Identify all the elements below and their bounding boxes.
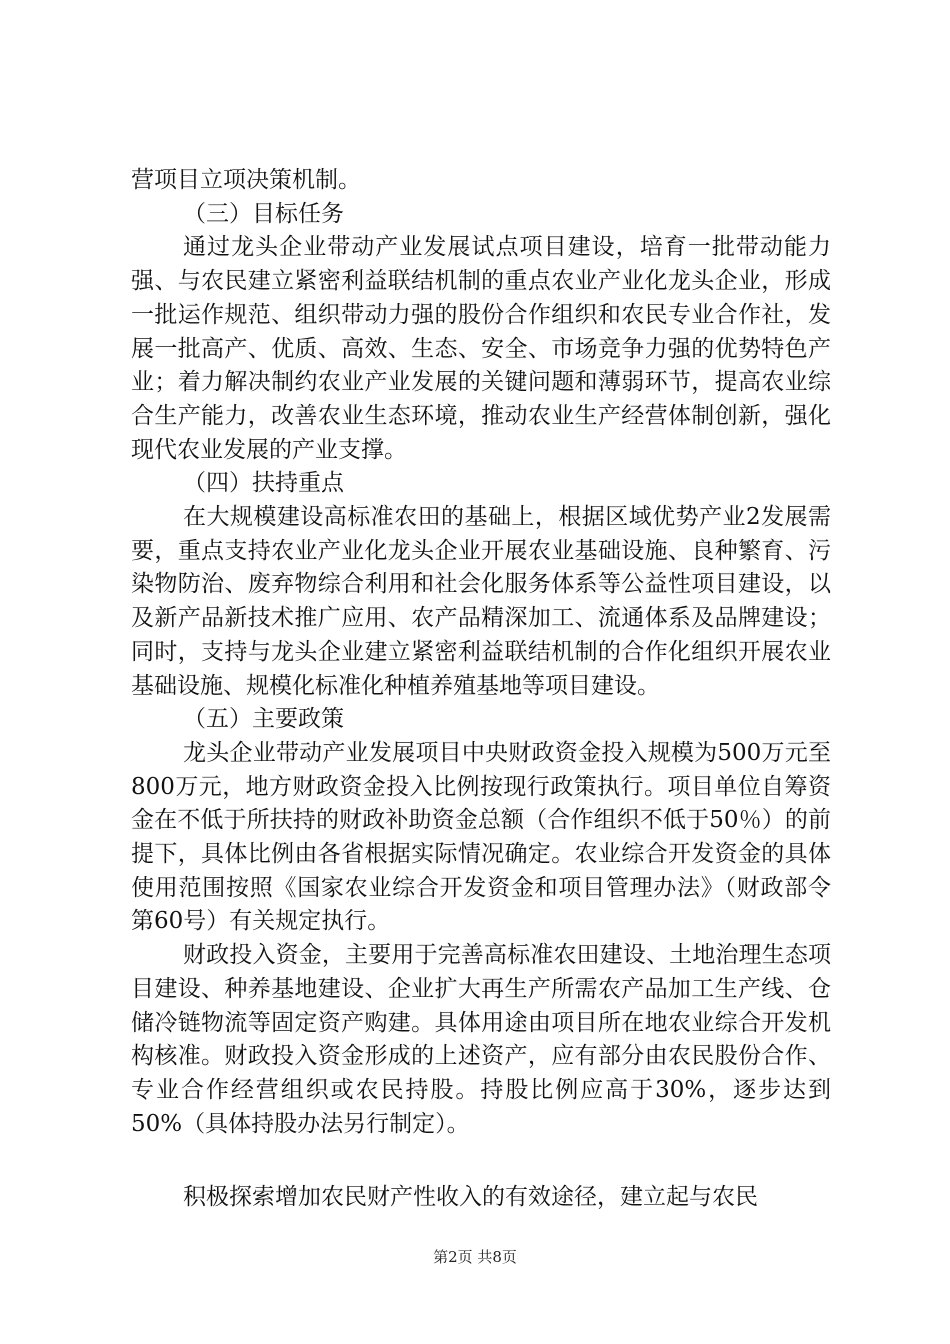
paragraph-policy-funding: 龙头企业带动产业发展项目中央财政资金投入规模为500万元至800万元，地方财政资金投入比例按现行政策执行。项目单位自筹资金在不低于所扶持的财政补助资金总额（合作组织不低于50％）的前提下，具体比例由各省根据实际情况确定。农业综合开发资金的具体使用范围按照《国家农业综合开发资金和项目管理办法》（财政部令第60号）有关规定执行。 bbox=[131, 739, 831, 935]
page-footer bbox=[0, 1247, 950, 1267]
paragraph-income: 积极探索增加农民财产性收入的有效途径，建立起与农民 bbox=[183, 1184, 758, 1211]
section-heading-3: （三）目标任务 bbox=[183, 200, 344, 227]
document-body bbox=[131, 164, 831, 1215]
paragraph-policy-usage: 财政投入资金，主要用于完善高标准农田建设、土地治理生态项目建设、种养基地建设、企业扩大再生产所需农产品加工生产线、仓储冷链物流等固定资产购建。具体用途由项目所在地农业综合开发机构核准。财政投入资金形成的上述资产，应有部分由农民股份合作、专业合作经营组织或农民持股。持股比例应高于30%，逐步达到50%（具体持股办法另行制定）。 bbox=[131, 942, 831, 1137]
paragraph-1: 营项目立项决策机制。 bbox=[131, 167, 361, 193]
paragraph-spacer bbox=[131, 1141, 831, 1181]
page-number: 第2页 共8页 bbox=[433, 1248, 517, 1266]
section-heading-5: （五）主要政策 bbox=[183, 706, 344, 733]
paragraph-goals: 通过龙头企业带动产业发展试点项目建设，培育一批带动能力强、与农民建立紧密利益联结机制的重点农业产业化龙头企业，形成一批运作规范、组织带动力强的股份合作组织和农民专业合作社，发展一批高产、优质、高效、生态、安全、市场竞争力强的优势特色产业；着力解决制约农业产业发展的关键问题和薄弱环节，提高农业综合生产能力，改善农业生态环境，推动农业生产经营体制创新，强化现代农业发展的产业支撑。 bbox=[131, 234, 831, 463]
section-heading-4: （四）扶持重点 bbox=[183, 470, 344, 497]
paragraph-support-focus: 在大规模建设高标准农田的基础上，根据区域优势产业2发展需要，重点支持农业产业化龙头企业开展农业基础设施、良种繁育、污染物防治、废弃物综合利用和社会化服务体系等公益性项目建设，以及新产品新技术推广应用、农产品精深加工、流通体系及品牌建设；同时，支持与龙头企业建立紧密利益联结机制的合作化组织开展农业基础设施、规模化标准化种植养殖基地等项目建设。 bbox=[131, 504, 831, 699]
